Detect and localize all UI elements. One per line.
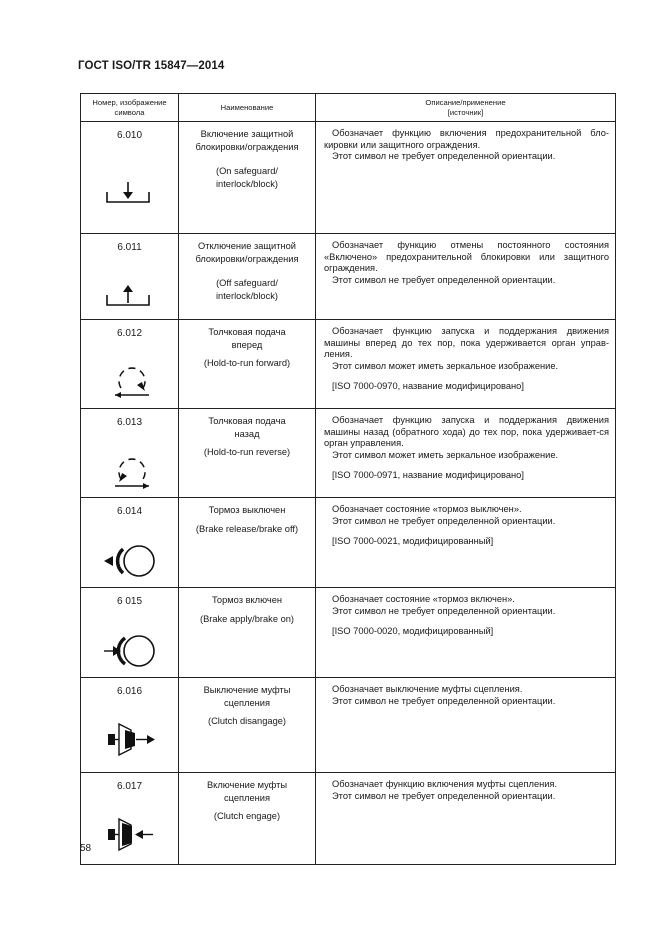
table-row [81, 773, 616, 865]
brake-release-icon [103, 540, 163, 580]
symbol-cell [81, 122, 179, 234]
description-cell [316, 122, 616, 234]
name-en-line1: (On safeguard/ [215, 166, 278, 176]
symbol-number: 6.011 [117, 242, 142, 253]
source-reference: [ISO 7000-0971, название модифицировано] [332, 470, 524, 480]
table-row [81, 588, 616, 678]
name-cell [179, 588, 316, 678]
name-ru-line1: Включение защитной [200, 129, 294, 139]
description-cell [316, 678, 616, 773]
symbol-number: 6 015 [116, 596, 143, 607]
brake-apply-icon [103, 630, 163, 670]
safeguard-on-icon [104, 178, 154, 208]
source-reference: [ISO 7000-0020, модифицированный] [332, 626, 494, 636]
source-reference: [ISO 7000-0970, название модифицировано] [332, 381, 524, 391]
header-name: Наименование [179, 94, 316, 122]
symbol-number: 6.012 [116, 328, 143, 339]
header-description-line2: [источник] [447, 107, 484, 117]
name-en-line2: interlock/block) [215, 290, 278, 301]
symbol-cell [81, 498, 179, 588]
symbol-cell [81, 678, 179, 773]
description-cell [316, 409, 616, 498]
symbol-number: 6.014 [116, 506, 143, 517]
name-ru-line2: сцепления [223, 697, 271, 708]
description-text: Обозначает функцию включения предохранительной бло-кировки или защитного ограждения. [324, 128, 609, 150]
orientation-note: Этот символ не требует определенной ориентации. [332, 605, 556, 616]
name-en-line1: (Brake release/brake off) [195, 523, 299, 534]
symbols-table [80, 93, 616, 865]
source-reference: [ISO 7000-0021, модифицированный] [332, 536, 494, 546]
description-cell [316, 498, 616, 588]
name-ru-line2: блокировки/ограждения [195, 141, 299, 152]
name-ru-line2: вперед [231, 339, 263, 350]
hold-to-run-reverse-icon [113, 451, 153, 491]
name-ru-line2: назад [234, 428, 260, 439]
description-cell [316, 588, 616, 678]
name-cell [179, 773, 316, 865]
orientation-note: Этот символ не требует определенной ориентации. [332, 790, 556, 801]
name-en-line2: interlock/block) [215, 178, 278, 189]
clutch-disengage-icon [105, 714, 165, 762]
orientation-note: Этот символ может иметь зеркальное изображение. [332, 449, 559, 460]
name-cell [179, 122, 316, 234]
name-cell [179, 320, 316, 409]
name-ru-line1: Включение муфты [206, 780, 288, 790]
table-row [81, 409, 616, 498]
name-en-line1: (Hold-to-run forward) [203, 358, 291, 368]
orientation-note: Этот символ не требует определенной ориентации. [332, 151, 556, 161]
description-text: Обозначает выключение муфты сцепления. [332, 684, 523, 694]
orientation-note: Этот символ может иметь зеркальное изображение. [332, 360, 559, 371]
symbol-number: 6.010 [116, 130, 143, 141]
table-row [81, 678, 616, 773]
header-number-image: Номер, изображение символа [81, 94, 179, 122]
table-row [81, 234, 616, 320]
orientation-note: Этот символ не требует определенной ориентации. [332, 515, 556, 526]
clutch-engage-icon [105, 809, 165, 857]
description-cell [316, 234, 616, 320]
description-text: Обозначает состояние «тормоз включен». [332, 594, 515, 604]
table-row [81, 498, 616, 588]
description-cell [316, 773, 616, 865]
symbol-cell [81, 773, 179, 865]
header-description [316, 94, 616, 122]
table-row [81, 122, 616, 234]
page-number: 58 [80, 843, 92, 854]
symbol-cell [81, 234, 179, 320]
safeguard-off-icon [104, 281, 154, 311]
symbol-cell [81, 409, 179, 498]
table-row [81, 320, 616, 409]
name-ru-line1: Толчковая подача [208, 416, 286, 426]
header-description-line1: Описание/применение [425, 97, 506, 107]
symbol-cell [81, 588, 179, 678]
name-ru-line2: блокировки/ограждения [195, 253, 299, 264]
name-cell [179, 409, 316, 498]
name-cell [179, 234, 316, 320]
document-header: ГОСТ ISO/TR 15847—2014 [78, 60, 225, 72]
name-en-line1: (Clutch engage) [213, 811, 281, 821]
description-cell [316, 320, 616, 409]
description-text: Обозначает функцию включения муфты сцепления. [332, 779, 558, 789]
name-en-line1: (Brake apply/brake on) [199, 613, 295, 624]
name-ru-line2: сцепления [223, 792, 271, 803]
symbol-cell [81, 320, 179, 409]
description-text: Обозначает функцию запуска и поддержания движения машины назад (обратного хода) до тех пор, пока удерживает-ся орган управления. [324, 415, 609, 448]
symbol-number: 6.013 [116, 417, 143, 428]
hold-to-run-forward-icon [113, 360, 153, 400]
table-header-row [81, 94, 616, 122]
name-cell [179, 498, 316, 588]
name-ru-line1: Толчковая подача [208, 327, 286, 337]
name-ru-line1: Тормоз включен [211, 595, 283, 605]
name-ru-line1: Тормоз выключен [208, 505, 286, 515]
name-ru-line1: Выключение муфты [203, 685, 291, 695]
orientation-note: Этот символ не требует определенной ориентации. [332, 274, 556, 285]
name-en-line1: (Hold-to-run reverse) [203, 447, 291, 457]
symbol-number: 6.016 [116, 686, 143, 697]
name-en-line1: (Off safeguard/ [216, 278, 278, 288]
symbol-number: 6.017 [116, 781, 143, 792]
orientation-note: Этот символ не требует определенной ориентации. [332, 695, 556, 706]
description-text: Обозначает состояние «тормоз выключен». [332, 504, 522, 514]
name-en-line1: (Clutch disangage) [207, 716, 287, 726]
description-text: Обозначает функцию отмены постоянного состояния «Включено» предохранительной блокировки или защитного ограждения. [324, 240, 609, 273]
name-cell [179, 678, 316, 773]
name-ru-line1: Отключение защитной [198, 241, 296, 251]
description-text: Обозначает функцию запуска и поддержания движения машины вперед до тех пор, пока удерживается орган управ-ления. [324, 326, 609, 359]
